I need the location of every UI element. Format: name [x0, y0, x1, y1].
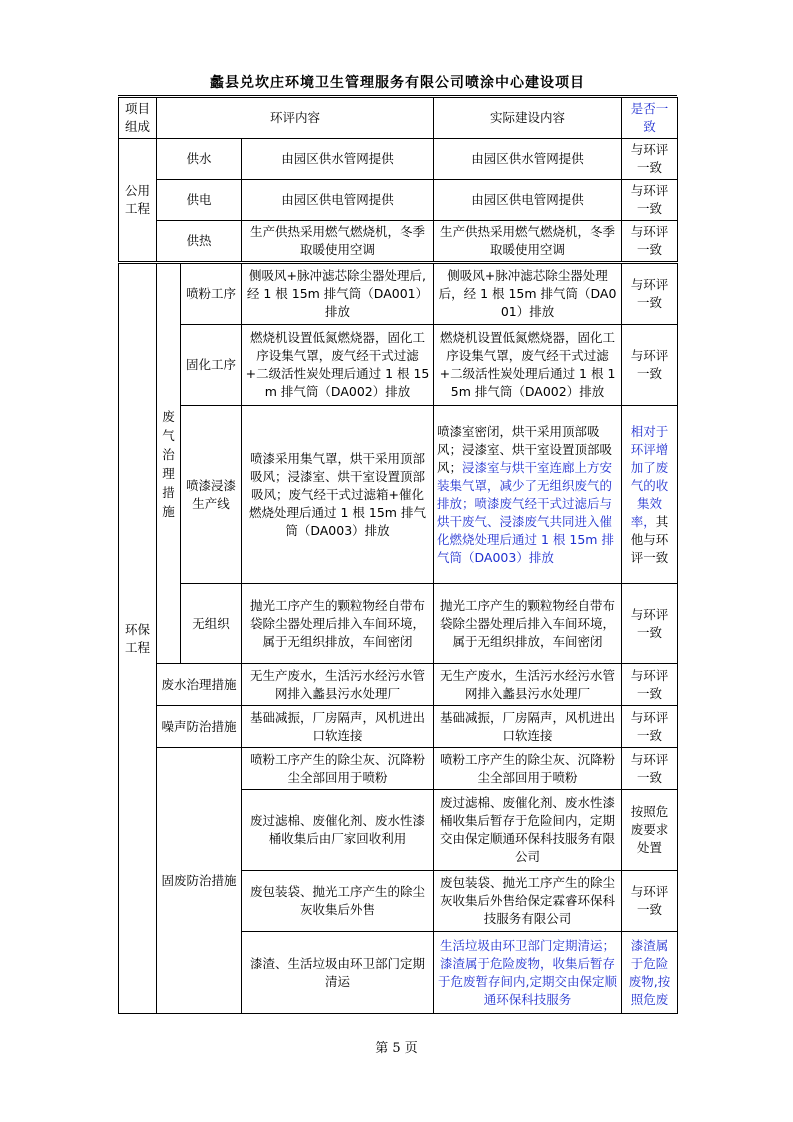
subgroup-label-waste-gas: 废气治理措施 [157, 263, 181, 664]
eia-cell: 燃烧机设置低氮燃烧器，固化工序设集气罩，废气经干式过滤+二级活性炭处理后通过 1 根 15m 排气筒（DA002）排放 [242, 325, 434, 406]
actual-cell: 无生产废水，生活污水经污水管网排入蠡县污水处理厂 [434, 664, 622, 706]
eia-cell: 废包装袋、抛光工序产生的除尘灰收集后外售 [242, 871, 434, 932]
col-header-eia: 环评内容 [157, 98, 434, 139]
result-cell: 与环评一致 [622, 139, 678, 180]
actual-cell: 喷粉工序产生的除尘灰、沉降粉尘全部回用于喷粉 [434, 748, 622, 790]
page-header: 蠡县兑坎庄环境卫生管理服务有限公司喷涂中心建设项目 [118, 71, 677, 96]
actual-text: 喷漆室密闭，烘干采用顶部吸风；浸漆室、烘干室设置顶部吸风； [437, 423, 613, 475]
subgroup-label-solid: 固废防治措施 [157, 748, 242, 1014]
table-row [119, 263, 678, 325]
actual-cell [434, 406, 622, 584]
col-header-actual: 实际建设内容 [434, 98, 622, 139]
actual-cell: 侧吸风+脉冲滤芯除尘器处理后，经 1 根 15m 排气筒（DA001）排放 [434, 263, 622, 325]
result-cell: 与环评一致 [622, 871, 678, 932]
table-row [119, 706, 678, 748]
result-cell: 与环评一致 [622, 263, 678, 325]
actual-cell: 生产供热采用燃气燃烧机，冬季取暖使用空调 [434, 221, 622, 263]
table-row [119, 139, 678, 180]
actual-cell: 废包装袋、抛光工序产生的除尘灰收集后外售给保定霖睿环保科技服务有限公司 [434, 871, 622, 932]
subgroup-label-noise: 噪声防治措施 [157, 706, 242, 748]
result-cell: 与环评一致 [622, 748, 678, 790]
actual-cell: 废过滤棉、废催化剂、废水性漆桶收集后暂存于危险间内，定期交由保定顺通环保科技服务有限公司 [434, 790, 622, 871]
result-text: 其他与环评一致 [630, 513, 669, 565]
table-header-row [119, 98, 678, 139]
comparison-table [118, 97, 678, 1014]
group-label-env: 环保工程 [119, 263, 157, 1014]
result-cell: 漆渣属于危险废物,按照危废 [622, 932, 678, 1014]
item-label: 固化工序 [181, 325, 242, 406]
eia-cell: 废过滤棉、废催化剂、废水性漆桶收集后由厂家回收利用 [242, 790, 434, 871]
col-header-consistent: 是否一致 [622, 98, 678, 139]
eia-cell: 侧吸风+脉冲滤芯除尘器处理后,经 1 根 15m 排气筒（DA001）排放 [242, 263, 434, 325]
table-row [119, 325, 678, 406]
result-cell: 与环评一致 [622, 706, 678, 748]
item-label: 喷粉工序 [181, 263, 242, 325]
actual-change-text: 浸漆室与烘干室连廊上方安装集气罩，减少了无组织废气的排放；喷漆废气经干式过滤后与烘干废气、浸漆废气共同进入催化燃烧处理后通过 1 根 15m 排气筒（DA003）排放 [437, 459, 614, 565]
eia-cell: 漆渣、生活垃圾由环卫部门定期清运 [242, 932, 434, 1014]
eia-cell: 喷粉工序产生的除尘灰、沉降粉尘全部回用于喷粉 [242, 748, 434, 790]
table-row [119, 221, 678, 263]
result-cell: 与环评一致 [622, 584, 678, 664]
eia-cell: 基础减振，厂房隔声，风机进出口软连接 [242, 706, 434, 748]
result-cell: 与环评一致 [622, 664, 678, 706]
subgroup-label-waste-water: 废水治理措施 [157, 664, 242, 706]
table-row [119, 406, 678, 584]
eia-cell: 无生产废水，生活污水经污水管网排入蠡县污水处理厂 [242, 664, 434, 706]
item-label: 供热 [157, 221, 242, 263]
result-cell: 与环评一致 [622, 325, 678, 406]
page-number: 第 5 页 [375, 1041, 418, 1056]
eia-cell: 由园区供水管网提供 [242, 139, 434, 180]
item-label: 供水 [157, 139, 242, 180]
item-label: 喷漆浸漆生产线 [181, 406, 242, 584]
eia-cell: 抛光工序产生的颗粒物经自带布袋除尘器处理后排入车间环境，属于无组织排放，车间密闭 [242, 584, 434, 664]
actual-cell: 生活垃圾由环卫部门定期清运；漆渣属于危险废物，收集后暂存于危废暂存间内,定期交由保定顺通环保科技服务 [434, 932, 622, 1014]
actual-cell: 基础减振，厂房隔声，风机进出口软连接 [434, 706, 622, 748]
eia-cell: 由园区供电管网提供 [242, 180, 434, 221]
item-label: 无组织 [181, 584, 242, 664]
table-row [119, 664, 678, 706]
table-row [119, 584, 678, 664]
result-cell: 按照危废要求处置 [622, 790, 678, 871]
actual-cell: 燃烧机设置低氮燃烧器，固化工序设集气罩，废气经干式过滤+二级活性炭处理后通过 1 根 15m 排气筒（DA002）排放 [434, 325, 622, 406]
result-change-text: 相对于环评增加了废气的收集效率， [630, 423, 669, 529]
col-header-group: 项目组成 [119, 98, 157, 139]
eia-cell: 生产供热采用燃气燃烧机，冬季取暖使用空调 [242, 221, 434, 263]
table-row [119, 748, 678, 790]
eia-cell: 喷漆采用集气罩，烘干采用顶部吸风；浸漆室、烘干室设置顶部吸风；废气经干式过滤箱+催化燃烧处理后通过 1 根 15m 排气筒（DA003）排放 [242, 406, 434, 584]
actual-cell: 由园区供水管网提供 [434, 139, 622, 180]
result-cell: 与环评一致 [622, 180, 678, 221]
result-cell [622, 406, 678, 584]
table-row [119, 180, 678, 221]
actual-cell: 由园区供电管网提供 [434, 180, 622, 221]
actual-cell: 抛光工序产生的颗粒物经自带布袋除尘器处理后排入车间环境，属于无组织排放，车间密闭 [434, 584, 622, 664]
group-label-public: 公用工程 [119, 139, 157, 263]
result-cell: 与环评一致 [622, 221, 678, 263]
item-label: 供电 [157, 180, 242, 221]
